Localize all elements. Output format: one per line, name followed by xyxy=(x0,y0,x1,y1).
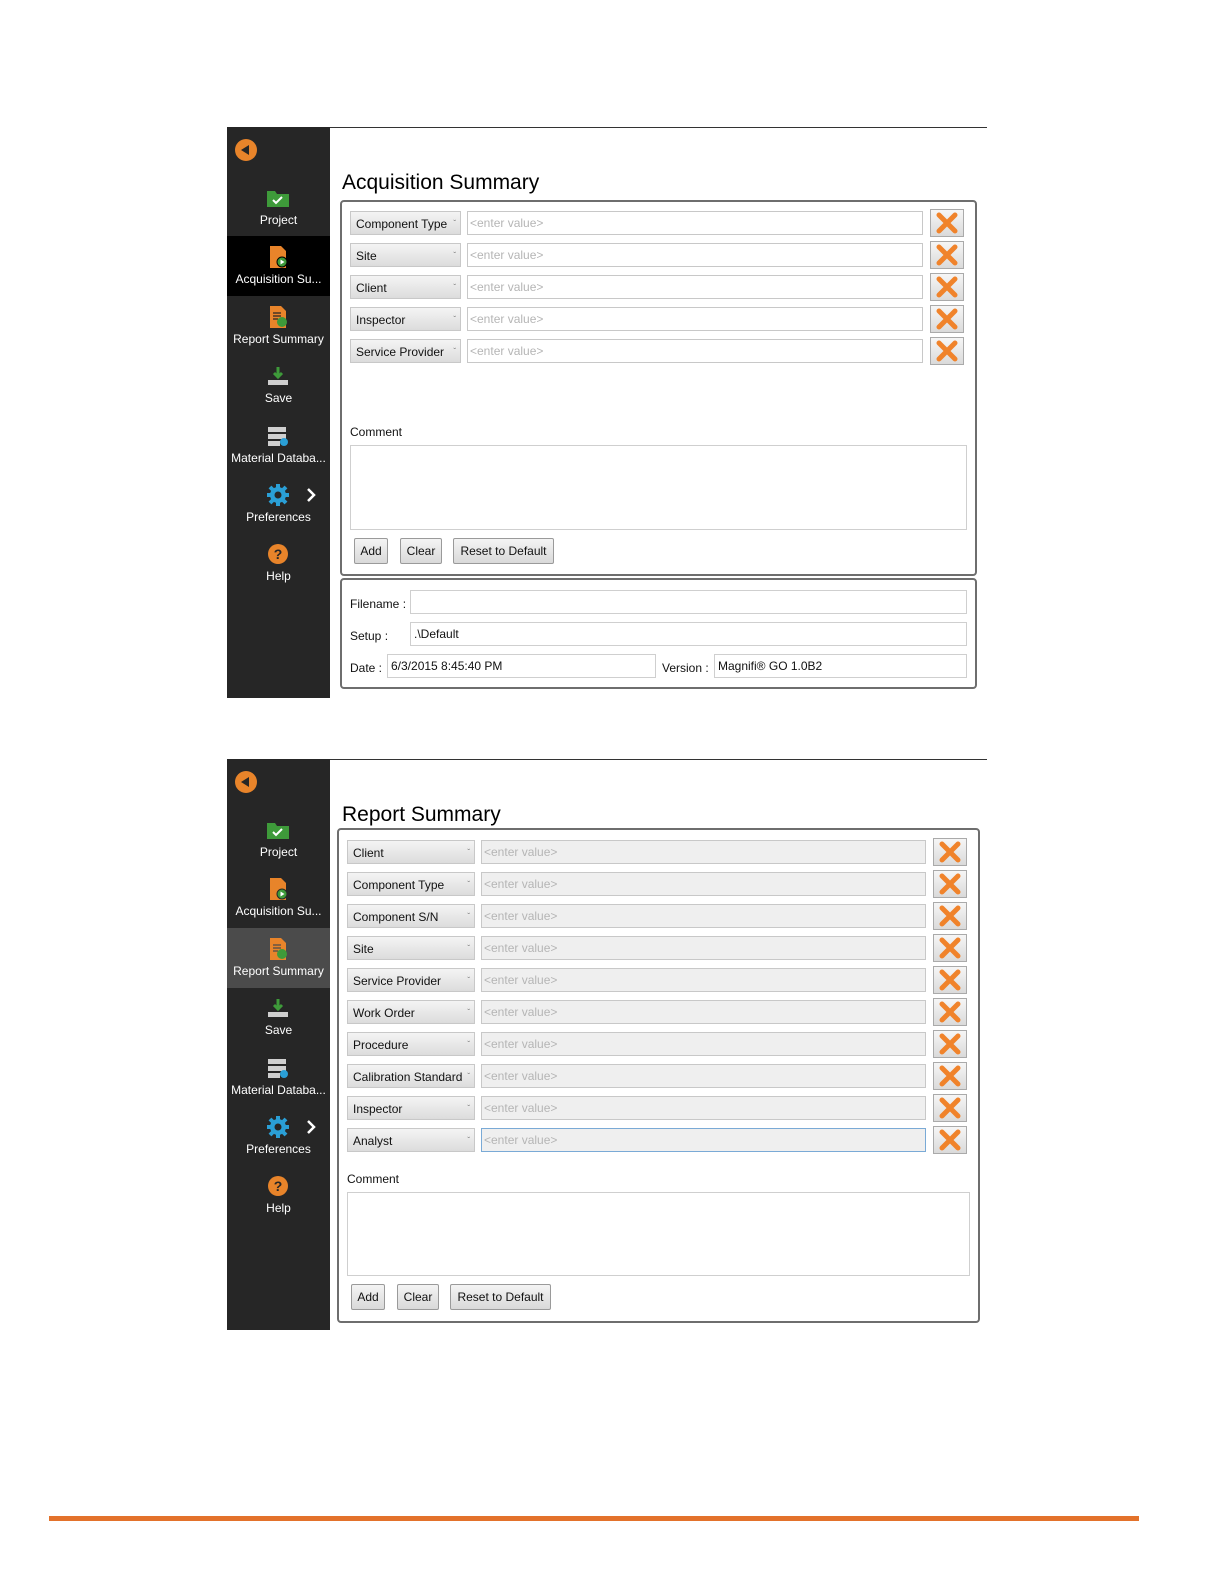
back-arrow-icon[interactable] xyxy=(235,771,257,793)
field-type-dropdown[interactable] xyxy=(350,211,461,235)
add-button[interactable]: Add xyxy=(354,538,388,564)
sidebar-item-label: Preferences xyxy=(246,1142,311,1156)
field-value-input[interactable] xyxy=(481,968,926,992)
clear-button[interactable]: Clear xyxy=(400,538,442,564)
field-type-label: Site xyxy=(356,249,377,263)
help-icon xyxy=(266,1175,290,1197)
chevron-down-icon: ˇ xyxy=(467,912,470,921)
close-icon xyxy=(939,841,961,863)
field-value-input[interactable] xyxy=(467,339,923,363)
sidebar xyxy=(227,759,330,1330)
folder-check-icon xyxy=(266,819,290,841)
page-title: Acquisition Summary xyxy=(342,171,540,194)
field-row xyxy=(350,339,970,365)
comment-textarea[interactable] xyxy=(347,1192,970,1276)
chevron-down-icon: ˇ xyxy=(467,944,470,953)
sidebar-item-label: Save xyxy=(264,1023,293,1037)
chevron-down-icon: ˇ xyxy=(467,1104,470,1113)
close-icon xyxy=(939,1065,961,1087)
report-document-icon xyxy=(266,938,290,960)
field-value-input[interactable] xyxy=(467,211,923,235)
chevron-down-icon: ˇ xyxy=(453,315,456,324)
version-field[interactable]: Magnifi® GO 1.0B2 xyxy=(714,654,967,678)
sidebar-item-project[interactable] xyxy=(227,177,330,237)
file-info-panel xyxy=(340,578,977,689)
field-row xyxy=(347,1032,975,1058)
field-type-label: Calibration Standard xyxy=(353,1070,463,1084)
sidebar-item-label: Preferences xyxy=(246,510,311,524)
remove-field-button[interactable] xyxy=(933,1094,967,1122)
remove-field-button[interactable] xyxy=(933,1030,967,1058)
field-type-dropdown[interactable] xyxy=(347,840,475,864)
close-icon xyxy=(936,276,958,298)
field-type-dropdown[interactable] xyxy=(347,968,475,992)
comment-label: Comment xyxy=(347,1172,400,1186)
report-document-icon xyxy=(266,306,290,328)
field-type-dropdown[interactable] xyxy=(347,1032,475,1056)
gear-icon xyxy=(266,1116,290,1138)
remove-field-button[interactable] xyxy=(933,870,967,898)
chevron-down-icon: ˇ xyxy=(453,251,456,260)
remove-field-button[interactable] xyxy=(930,337,964,365)
chevron-down-icon: ˇ xyxy=(453,219,456,228)
field-value-input[interactable] xyxy=(481,872,926,896)
sidebar-item-help[interactable] xyxy=(227,533,330,593)
top-divider xyxy=(330,127,987,128)
report-summary-screen xyxy=(227,759,987,1330)
field-type-dropdown[interactable] xyxy=(347,1096,475,1120)
field-row xyxy=(347,1128,975,1154)
sidebar-item-label: Help xyxy=(266,1201,291,1215)
filename-label: Filename : xyxy=(350,597,407,611)
field-row xyxy=(347,936,975,962)
sidebar-item-save[interactable] xyxy=(227,355,330,415)
field-type-label: Site xyxy=(353,942,374,956)
field-value-input[interactable] xyxy=(467,275,923,299)
svg-text:?: ? xyxy=(273,1178,283,1194)
close-icon xyxy=(939,969,961,991)
remove-field-button[interactable] xyxy=(930,241,964,269)
setup-field[interactable]: .\Default xyxy=(410,622,967,646)
sidebar-item-acquisition-summary[interactable] xyxy=(227,236,330,296)
field-row xyxy=(350,307,970,333)
sidebar-item-report-summary[interactable] xyxy=(227,928,330,988)
field-type-label: Work Order xyxy=(353,1006,415,1020)
sidebar-item-label: Material Databa... xyxy=(231,1083,326,1097)
field-row xyxy=(347,968,975,994)
field-row xyxy=(347,1064,975,1090)
chevron-down-icon: ˇ xyxy=(453,283,456,292)
field-type-label: Component Type xyxy=(353,878,445,892)
close-icon xyxy=(936,212,958,234)
sidebar-item-label: Save xyxy=(264,391,293,405)
chevron-down-icon: ˇ xyxy=(467,848,470,857)
field-type-dropdown[interactable] xyxy=(350,307,461,331)
field-row xyxy=(347,872,975,898)
field-type-dropdown[interactable] xyxy=(347,872,475,896)
folder-check-icon xyxy=(266,187,290,209)
date-field[interactable]: 6/3/2015 8:45:40 PM xyxy=(387,654,656,678)
sidebar-item-label: Help xyxy=(266,569,291,583)
field-type-dropdown[interactable] xyxy=(347,936,475,960)
close-icon xyxy=(939,1097,961,1119)
field-value-input[interactable] xyxy=(481,1000,926,1024)
sidebar-item-label: Material Databa... xyxy=(231,451,326,465)
remove-field-button[interactable] xyxy=(933,1126,967,1154)
sidebar-item-preferences[interactable] xyxy=(227,1106,330,1166)
close-icon xyxy=(939,937,961,959)
field-value-input[interactable] xyxy=(481,1064,926,1088)
summary-fields-panel xyxy=(337,828,980,1323)
sidebar-item-label: Acquisition Su... xyxy=(235,904,322,918)
back-arrow-icon[interactable] xyxy=(235,139,257,161)
field-type-dropdown[interactable] xyxy=(347,1128,475,1152)
remove-field-button[interactable] xyxy=(930,209,964,237)
chevron-right-icon[interactable] xyxy=(305,488,317,502)
field-type-dropdown[interactable] xyxy=(350,275,461,299)
chevron-right-icon[interactable] xyxy=(305,1120,317,1134)
save-download-icon xyxy=(266,365,290,387)
remove-field-button[interactable] xyxy=(933,902,967,930)
field-row xyxy=(350,243,970,269)
sidebar-item-report-summary[interactable] xyxy=(227,296,330,356)
summary-fields-panel xyxy=(340,200,977,576)
field-type-label: Inspector xyxy=(353,1102,403,1116)
material-database-icon xyxy=(266,425,290,447)
add-button[interactable]: Add xyxy=(351,1284,385,1310)
field-value-input[interactable] xyxy=(481,1032,926,1056)
sidebar-item-save[interactable] xyxy=(227,987,330,1047)
field-type-dropdown[interactable] xyxy=(347,1064,475,1088)
sidebar-item-label: Acquisition Su... xyxy=(235,272,322,286)
close-icon xyxy=(936,340,958,362)
field-type-label: Service Provider xyxy=(353,974,442,988)
field-row xyxy=(347,1000,975,1026)
close-icon xyxy=(939,1001,961,1023)
sidebar-item-label: Project xyxy=(259,845,298,859)
reset-to-default-button[interactable]: Reset to Default xyxy=(453,538,554,564)
field-type-label: Service Provider xyxy=(356,345,445,359)
remove-field-button[interactable] xyxy=(933,934,967,962)
help-icon xyxy=(266,543,290,565)
field-value-input[interactable] xyxy=(467,243,923,267)
material-database-icon xyxy=(266,1057,290,1079)
gear-icon xyxy=(266,484,290,506)
close-icon xyxy=(939,905,961,927)
clear-button[interactable]: Clear xyxy=(397,1284,439,1310)
field-type-label: Component Type xyxy=(356,217,448,231)
field-type-label: Inspector xyxy=(356,313,406,327)
version-label: Version : xyxy=(662,661,709,675)
date-label: Date : xyxy=(350,661,383,675)
field-row xyxy=(347,840,975,866)
chevron-down-icon: ˇ xyxy=(467,1008,470,1017)
filename-field[interactable] xyxy=(410,590,967,614)
close-icon xyxy=(939,1033,961,1055)
remove-field-button[interactable] xyxy=(933,966,967,994)
field-value-input[interactable] xyxy=(481,1096,926,1120)
field-type-label: Client xyxy=(356,281,387,295)
remove-field-button[interactable] xyxy=(930,305,964,333)
chevron-down-icon: ˇ xyxy=(467,1072,470,1081)
save-download-icon xyxy=(266,997,290,1019)
page-title: Report Summary xyxy=(342,803,501,826)
field-value-input[interactable] xyxy=(481,840,926,864)
chevron-down-icon: ˇ xyxy=(467,880,470,889)
close-icon xyxy=(939,873,961,895)
sidebar-item-label: Project xyxy=(259,213,298,227)
footer-rule xyxy=(49,1516,1139,1521)
chevron-down-icon: ˇ xyxy=(467,1040,470,1049)
field-type-dropdown[interactable] xyxy=(347,904,475,928)
svg-text:?: ? xyxy=(273,546,283,562)
remove-field-button[interactable] xyxy=(933,1062,967,1090)
reset-to-default-button[interactable]: Reset to Default xyxy=(450,1284,551,1310)
sidebar-item-label: Report Summary xyxy=(233,332,324,346)
chevron-down-icon: ˇ xyxy=(467,976,470,985)
field-type-label: Procedure xyxy=(353,1038,409,1052)
sidebar-item-help[interactable] xyxy=(227,1165,330,1225)
sidebar-item-acquisition-summary[interactable] xyxy=(227,868,330,928)
close-icon xyxy=(936,308,958,330)
sidebar-item-material-database[interactable] xyxy=(227,415,330,475)
field-row xyxy=(347,1096,975,1122)
remove-field-button[interactable] xyxy=(933,998,967,1026)
field-type-dropdown[interactable] xyxy=(347,1000,475,1024)
close-icon xyxy=(939,1129,961,1151)
field-row xyxy=(350,275,970,301)
field-value-input[interactable] xyxy=(481,936,926,960)
top-divider xyxy=(330,759,987,760)
sidebar-item-label: Report Summary xyxy=(233,964,324,978)
field-row xyxy=(350,211,970,237)
sidebar-item-material-database[interactable] xyxy=(227,1047,330,1107)
field-value-input[interactable] xyxy=(481,1128,926,1152)
comment-textarea[interactable] xyxy=(350,445,967,530)
comment-label: Comment xyxy=(350,425,403,439)
field-value-input[interactable] xyxy=(467,307,923,331)
close-icon xyxy=(936,244,958,266)
field-type-label: Analyst xyxy=(353,1134,393,1148)
remove-field-button[interactable] xyxy=(930,273,964,301)
field-type-label: Component S/N xyxy=(353,910,439,924)
acquisition-summary-screen xyxy=(227,127,987,698)
field-type-dropdown[interactable] xyxy=(350,339,461,363)
sidebar xyxy=(227,127,330,698)
chevron-down-icon: ˇ xyxy=(453,347,456,356)
field-type-label: Client xyxy=(353,846,384,860)
field-value-input[interactable] xyxy=(481,904,926,928)
setup-label: Setup : xyxy=(350,629,389,643)
sidebar-item-preferences[interactable] xyxy=(227,474,330,534)
sidebar-item-project[interactable] xyxy=(227,809,330,869)
field-row xyxy=(347,904,975,930)
remove-field-button[interactable] xyxy=(933,838,967,866)
field-type-dropdown[interactable] xyxy=(350,243,461,267)
chevron-down-icon: ˇ xyxy=(467,1136,470,1145)
acquisition-document-icon xyxy=(266,246,290,268)
acquisition-document-icon xyxy=(266,878,290,900)
